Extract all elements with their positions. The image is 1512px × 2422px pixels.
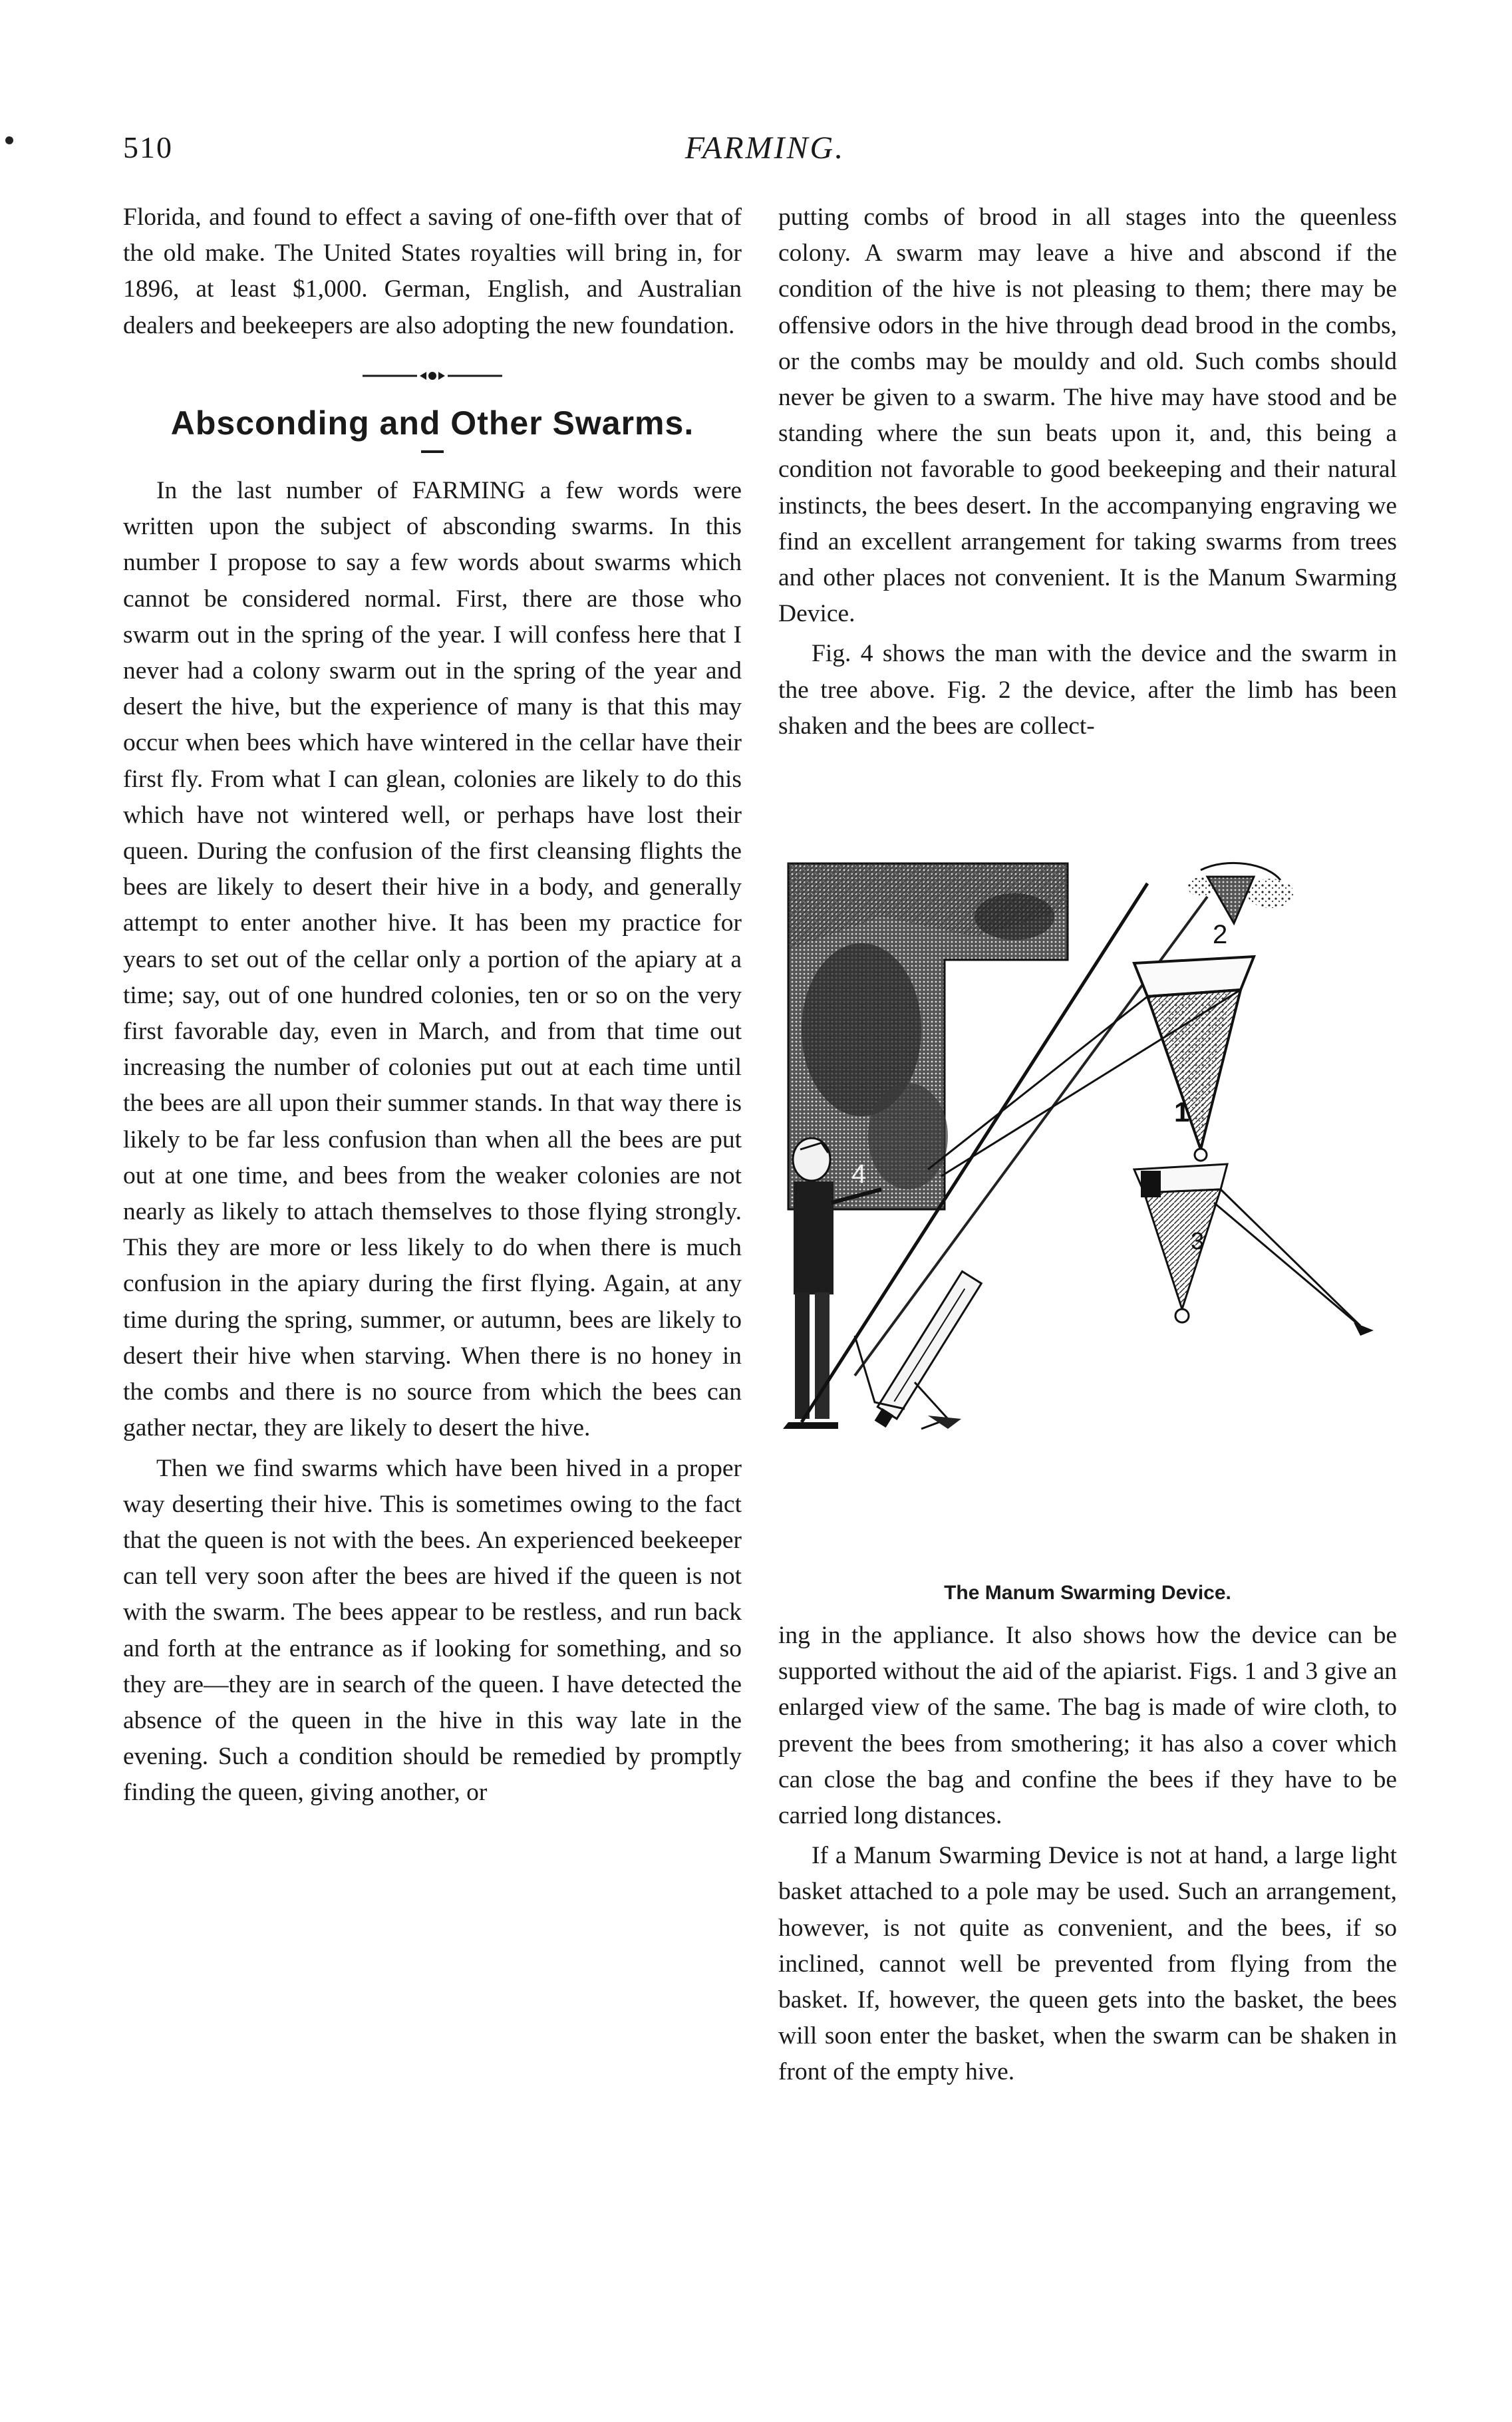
section-divider — [123, 368, 742, 388]
ink-speck — [4, 135, 15, 146]
device-handle — [871, 1271, 982, 1430]
fig4-label: 4 — [851, 1159, 867, 1189]
article-paragraph-3: putting combs of brood in all stages into the queenless colony. A swarm may leave a hive and abscond if the condition of the hive is not pleasing to them; there may be offensive odors in the hive through dead brood in the combs, or the combs may be mouldy and old. Such combs should never be given to a swarm. The hive may have stood and be standing where the sun beats upon it, and, this being a condition not favorable to good beekeeping and their natural instincts, the bees desert. In the accompanying engraving we find an excellent arrangement for taking swarms from trees and other places not convenient. It is the Manum Swarming Device. — [778, 204, 1397, 628]
title-rule — [421, 450, 444, 453]
engraving-figure — [775, 857, 1390, 1589]
article-paragraph-2: Then we find swarms which have been hived in a proper way deserting their hive. This is sometimes owing to the fact that the queen is not with the bees. An experienced beekeeper can tell very soon after the bees are hived if the queen is not with the swarm. The bees appear to be restless, and run back and forth at the entrance as if looking for something, and so they are—they are in search of the queen. I have detected the absence of the queen in the hive in this way late in the evening. Such a condition should be remedied by promptly finding the queen, giving another, or — [123, 1454, 742, 1807]
article-paragraph-5: ing in the appliance. It also shows how the device can be supported without the aid of the apiarist. Figs. 1 and 3 give an enlarged view of the same. The bag is made of wire cloth, to prevent the bees from smothering; it has also a cover which can close the bag and confine the bees if they have to be carried long distances. — [778, 1622, 1397, 1830]
left-column — [123, 200, 742, 1811]
fig3-device — [1134, 1164, 1374, 1336]
intro-paragraph: Florida, and found to effect a saving of one-fifth over that of the old make. The United States royalties will bring in, for 1896, at least $1,000. German, English, and Australian dealers and beekeepers are also adopting the new foundation. — [123, 204, 742, 339]
fig2-device — [1187, 863, 1294, 949]
fig3-label: 3 — [1191, 1227, 1205, 1255]
divider-ornament-icon — [363, 368, 502, 384]
page-header — [123, 130, 1407, 183]
article-paragraph-4: Fig. 4 shows the man with the device and the swarm in the tree above. Fig. 2 the device, after the limb has been shaken and the bees are collect- — [778, 640, 1397, 740]
fig2-label: 2 — [1213, 920, 1228, 949]
article-paragraph-1: In the last number of FARMING a few words were written upon the subject of absconding swarms. In this number I propose to say a few words about swarms which cannot be considered normal. First, there are those who swarm out in the spring of the year. I will confess here that I never had a colony swarm out in the spring of the year and desert the hive, but the experience of many is that this may occur when bees which have wintered in the cellar have their first fly. From what I can glean, colonies are likely to do this which have not wintered well, or perhaps have lost their queen. During the confusion of the first cleansing flights the bees are likely to desert their hive in a body, and generally attempt to enter another hive. It has been my practice for years to set out of the cellar only a portion of the apiary at a time; say, out of one hundred colonies, ten or so on the very first favorable day, even in March, and from that time out increasing the number of colonies put out at each time until the bees are all upon their summer stands. In that way there is likely to be far less confusion than when all the bees are put out at one time, and bees from the weaker colonies are not nearly as likely to attach themselves to those flying strongly. This they are more or less likely to do when there is much confusion in the apiary during the first flying. Again, at any time during the spring, summer, or autumn, bees are likely to desert their hive when starving. When there is no honey in the combs and there is no source from which the bees can gather nectar, they are likely to desert the hive. — [123, 477, 742, 1442]
fig1-label: 1 — [1174, 1096, 1190, 1128]
right-column-top — [778, 200, 1397, 744]
running-head: FARMING. — [684, 130, 845, 166]
fig1-device — [928, 957, 1254, 1176]
article-paragraph-6: If a Manum Swarming Device is not at hand, a large light basket attached to a pole may be used. Such an arrangement, however, is not quite as convenient, and the bees, if so inclined, cannot well be prevented from flying from the basket. If, however, the queen gets into the basket, the bees will soon enter the basket, when the swarm can be shaken in front of the empty hive. — [778, 1842, 1397, 2086]
figure-caption: The Manum Swarming Device. — [944, 1582, 1231, 1604]
article-title: Absconding and Other Swarms. — [170, 404, 694, 442]
right-column-bottom — [778, 1618, 1397, 2091]
swarming-device-illustration — [775, 857, 1390, 1589]
page-number: 510 — [123, 130, 173, 164]
